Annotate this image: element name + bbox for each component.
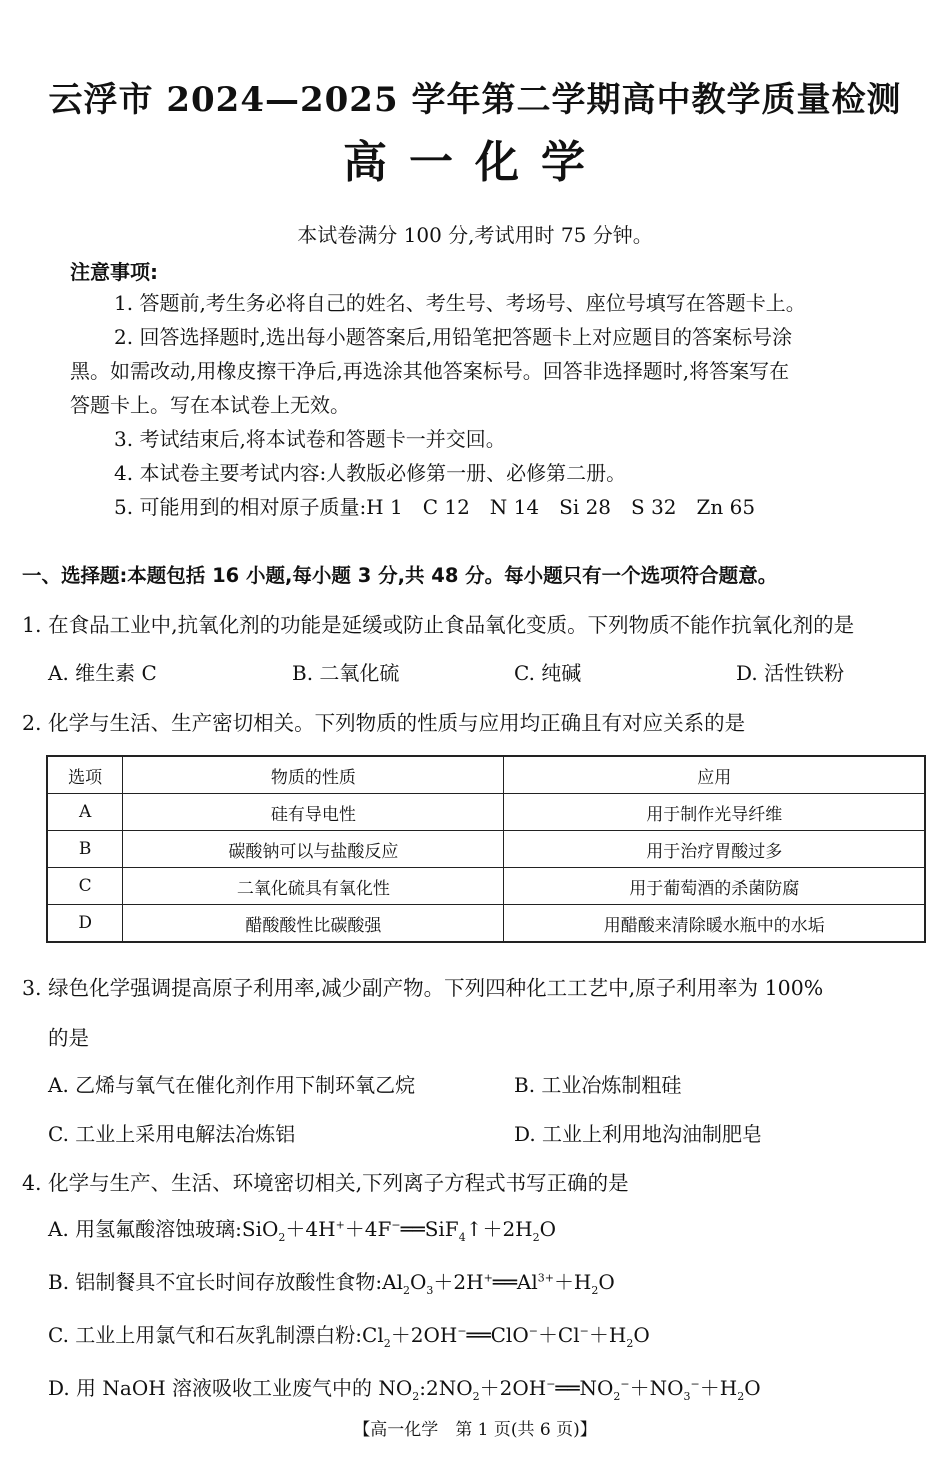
table-row	[47, 905, 925, 943]
q4-option-c: C. 工业上用氯气和石灰乳制漂白粉$:Cl_2+2OH^-══ClO^-+Cl^-+H_2O$	[48, 1323, 650, 1350]
section-heading: 一、选择题:本题包括 16 小题,每小题 3 分,共 48 分。每小题只有一个选项符合题意。	[22, 564, 778, 587]
q1-option-c: C. 纯碱	[514, 661, 582, 685]
table-row	[47, 794, 925, 831]
q4-option-a-text: A. 用氢氟酸溶蚀玻璃:	[48, 1217, 242, 1241]
table-cell: C	[47, 868, 123, 905]
q4-option-d: D. 用 NaOH 溶液吸收工业废气中的 $NO_2:2NO_2+2OH^-══NO_2^-+NO_3^-+H_2O$	[48, 1376, 761, 1403]
table-header-cell: 物质的性质	[123, 756, 504, 794]
table-cell: D	[47, 905, 123, 943]
page-footer: 【高一化学 第 1 页(共 6 页)】	[353, 1420, 597, 1440]
note-item-2-line3: 答题卡上。写在本试卷上无效。	[70, 393, 350, 417]
q2-table	[46, 755, 926, 943]
note-item-3: 3. 考试结束后,将本试卷和答题卡一并交回。	[114, 427, 506, 451]
table-header-row	[47, 756, 925, 794]
table-row	[47, 831, 925, 868]
q3-stem-line2: 的是	[48, 1026, 89, 1050]
q1-stem: 1. 在食品工业中,抗氧化剂的功能是延缓或防止食品氧化变质。下列物质不能作抗氧化剂的是	[22, 613, 855, 637]
note-item-2-line1: 2. 回答选择题时,选出每小题答案后,用铅笔把答题卡上对应题目的答案标号涂	[114, 325, 793, 349]
table-header-cell: 选项	[47, 756, 123, 794]
q4-option-b-text: B. 铝制餐具不宜长时间存放酸性食物:	[48, 1270, 383, 1294]
table-cell: A	[47, 794, 123, 831]
table-cell: 碳酸钠可以与盐酸反应	[123, 831, 504, 868]
table-cell: 用于治疗胃酸过多	[504, 831, 925, 868]
q4-option-d-text: D. 用 NaOH 溶液吸收工业废气中的 NO	[48, 1376, 413, 1400]
q3-option-a: A. 乙烯与氧气在催化剂作用下制环氧乙烷	[48, 1073, 416, 1097]
table-cell: 硅有导电性	[123, 794, 504, 831]
exam-info: 本试卷满分 100 分,考试用时 75 分钟。	[297, 223, 653, 247]
q1-option-b: B. 二氧化硫	[292, 661, 400, 685]
note-item-5: 5. 可能用到的相对原子质量:H 1 C 12 N 14 Si 28 S 32 Zn 65	[114, 495, 756, 519]
note-item-1: 1. 答题前,考生务必将自己的姓名、考生号、考场号、座位号填写在答题卡上。	[114, 291, 806, 315]
q1-option-d: D. 活性铁粉	[736, 661, 845, 685]
note-item-2-line2: 黑。如需改动,用橡皮擦干净后,再选涂其他答案标号。回答非选择题时,将答案写在	[70, 359, 790, 383]
q4-stem: 4. 化学与生产、生活、环境密切相关,下列离子方程式书写正确的是	[22, 1171, 629, 1195]
q3-option-b: B. 工业冶炼制粗硅	[514, 1073, 682, 1097]
q1-option-a: A. 维生素 C	[48, 661, 157, 685]
table-cell: 用于葡萄酒的杀菌防腐	[504, 868, 925, 905]
notes-heading: 注意事项:	[70, 260, 158, 284]
table-cell: 用于制作光导纤维	[504, 794, 925, 831]
q4-option-a: A. 用氢氟酸溶蚀玻璃$:SiO_2+4H^++4F^-══SiF_4↑+2H_2O$	[48, 1217, 557, 1244]
q3-option-d: D. 工业上利用地沟油制肥皂	[514, 1122, 763, 1146]
q4-option-c-text: C. 工业上用氯气和石灰乳制漂白粉:	[48, 1323, 363, 1347]
table-cell: 二氧化硫具有氧化性	[123, 868, 504, 905]
q4-option-b: B. 铝制餐具不宜长时间存放酸性食物$:Al_2O_3+2H^+══Al^{3+}+H_2O$	[48, 1270, 615, 1297]
subject-title: 高一化学	[343, 137, 607, 188]
table-header-cell: 应用	[504, 756, 925, 794]
q2-stem: 2. 化学与生活、生产密切相关。下列物质的性质与应用均正确且有对应关系的是	[22, 711, 746, 735]
note-item-4: 4. 本试卷主要考试内容:人教版必修第一册、必修第二册。	[114, 461, 627, 485]
q3-option-c: C. 工业上采用电解法冶炼铝	[48, 1122, 296, 1146]
table-row	[47, 868, 925, 905]
exam-title: 云浮市 2024—2025 学年第二学期高中教学质量检测	[48, 80, 902, 120]
table-cell: 醋酸酸性比碳酸强	[123, 905, 504, 943]
table-cell: B	[47, 831, 123, 868]
table-cell: 用醋酸来清除暖水瓶中的水垢	[504, 905, 925, 943]
q3-stem-line1: 3. 绿色化学强调提高原子利用率,减少副产物。下列四种化工工艺中,原子利用率为 100%	[22, 976, 824, 1000]
